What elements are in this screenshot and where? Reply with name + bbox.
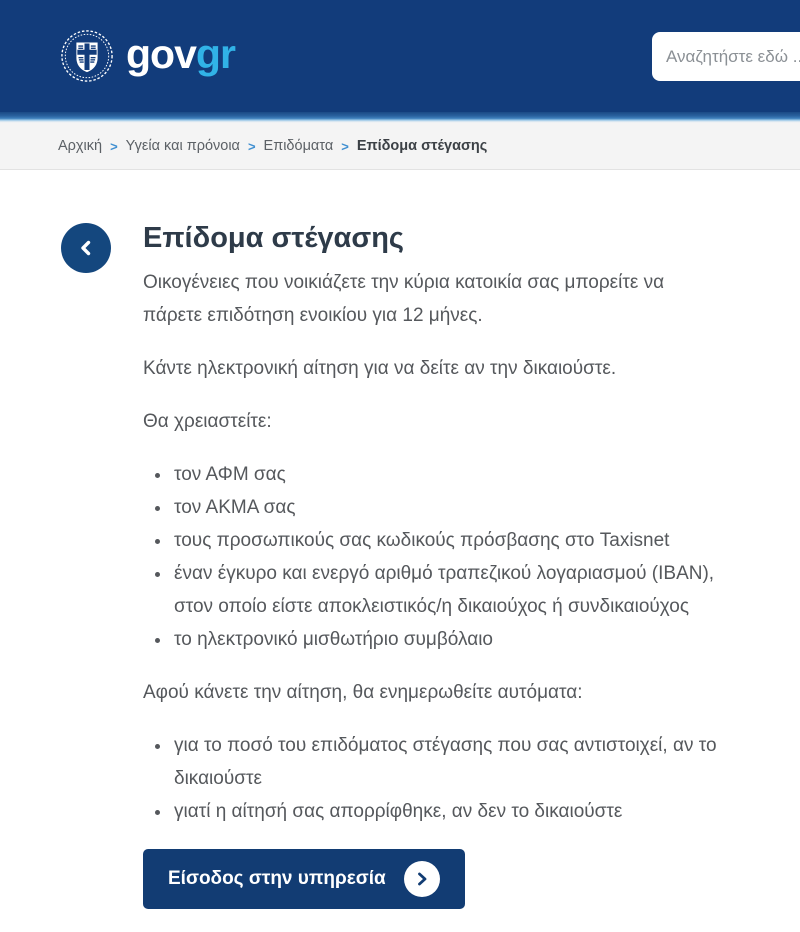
list-item: • γιατί η αίτησή σας απορρίφθηκε, αν δεν το δικαιούστε [172, 795, 728, 828]
results-list [143, 729, 728, 828]
needs-heading: Θα χρειαστείτε: [143, 411, 272, 432]
breadcrumb-separator: > [110, 138, 118, 154]
breadcrumb [0, 123, 800, 170]
intro-paragraph: Οικογένειες που νοικιάζετε την κύρια κατοικία σας μπορείτε να πάρετε επιδότηση ενοικίου για 12 μήνες. [143, 272, 665, 326]
chevron-right-icon [404, 861, 440, 897]
page-title: Επίδομα στέγασης [143, 222, 404, 254]
greek-coat-of-arms-icon [60, 29, 114, 83]
brand-gr-text: gr [195, 30, 235, 77]
brand-wordmark [126, 30, 235, 79]
brand-gov-text: gov [126, 30, 196, 77]
breadcrumb-current-page: Επίδομα στέγασης [356, 138, 488, 154]
apply-paragraph: Κάντε ηλεκτρονική αίτηση για να δείτε αν την δικαιούστε. [143, 358, 617, 379]
list-item: • τον ΑΦΜ σας [172, 458, 728, 491]
breadcrumb-separator: > [341, 138, 349, 154]
service-login-button[interactable] [143, 849, 465, 909]
needs-list [143, 458, 728, 656]
govgr-logo-link[interactable] [60, 29, 235, 83]
header-gradient-divider [0, 112, 800, 123]
search-input[interactable] [652, 32, 800, 81]
list-item: • τους προσωπικούς σας κωδικούς πρόσβασης στο Taxisnet [172, 524, 728, 557]
breadcrumb-link-health-welfare[interactable]: Υγεία και πρόνοια [125, 138, 240, 154]
breadcrumb-link-benefits[interactable]: Επιδόματα [263, 138, 334, 154]
list-item: • για το ποσό του επιδόματος στέγασης που σας αντιστοιχεί, αν το δικαιούστε [172, 729, 728, 795]
after-heading: Αφού κάνετε την αίτηση, θα ενημερωθείτε αυτόματα: [143, 682, 583, 703]
chevron-left-icon [77, 239, 95, 257]
header [0, 0, 800, 112]
breadcrumb-link-home[interactable]: Αρχική [58, 138, 103, 154]
breadcrumb-separator: > [247, 138, 256, 154]
back-button[interactable] [61, 223, 111, 273]
main-content [0, 170, 800, 909]
list-item: • έναν έγκυρο και ενεργό αριθμό τραπεζικού λογαριασμού (IBAN), στον οποίο είστε αποκλειστικός/η δικαιούχος ή συνδικαιούχος [172, 557, 728, 623]
list-item: • το ηλεκτρονικό μισθωτήριο συμβόλαιο [172, 623, 728, 656]
list-item: • τον ΑΚΜΑ σας [172, 491, 728, 524]
service-login-label: Είσοδος στην υπηρεσία [168, 868, 386, 889]
